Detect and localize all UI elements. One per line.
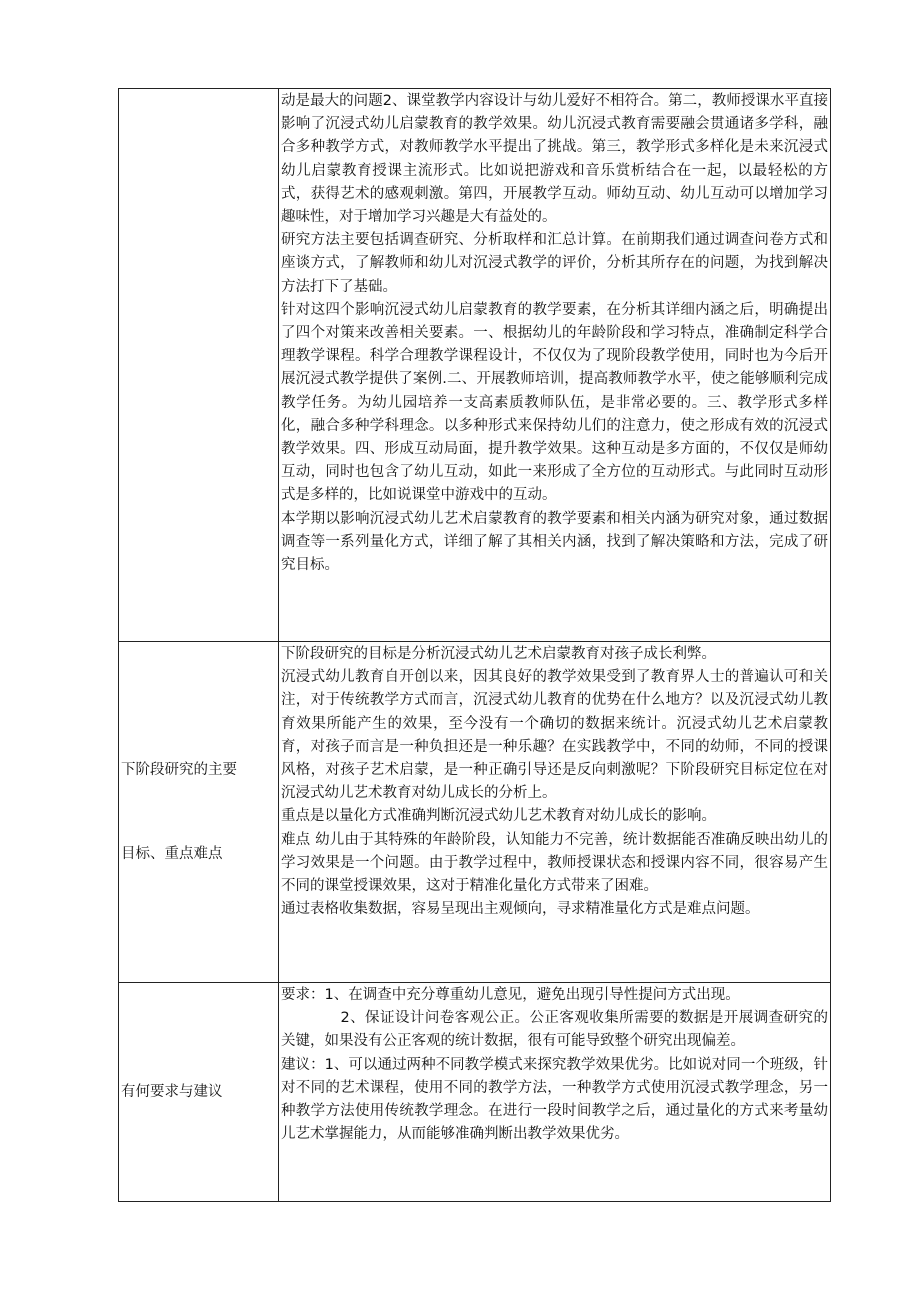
table-row-requirements (119, 983, 830, 1202)
row-content-next-goals (279, 642, 830, 982)
paragraph: 重点是以量化方式准确判断沉浸式幼儿艺术教育对幼儿成长的影响。 (281, 808, 716, 825)
label-line: 有何要求与建议 (121, 1084, 223, 1100)
paragraph: 研究方法主要包括调查研究、分析取样和汇总计算。在前期我们通过调查问卷方式和座谈方式，了解教师和幼儿对沉浸式教学的评价，分析其所存在的问题，为找到解决方法打下了基础。 (281, 232, 828, 295)
report-table (118, 88, 831, 1202)
label-line: 目标、重点难点 (121, 846, 223, 862)
row-label-summary (119, 89, 279, 641)
paragraph: 建议：1、可以通过两种不同教学模式来探究教学效果优劣。比如说对同一个班级，针对不同的艺术课程，使用不同的教学方法，一种教学方式使用沉浸式教学理念，另一种教学方法使用传统教学理念。在进行一段时间教学之后，通过量化的方式来考量幼儿艺术掌握能力，从而能够准确判断出教学效果优劣。 (281, 1056, 828, 1143)
paragraph: 2、保证设计问卷客观公正。公正客观收集所需要的数据是开展调查研究的关键，如果没有公正客观的统计数据，很有可能导致整个研究出现偏差。 (281, 1010, 828, 1050)
paragraph: 沉浸式幼儿教育自开创以来，因其良好的教学效果受到了教育界人士的普遍认可和关注，对于传统教学方式而言，沉浸式幼儿教育的优势在什么地方？以及沉浸式幼儿教育效果所能产生的效果，至今没有一个确切的数据来统计。沉浸式幼儿艺术启蒙教育，对孩子而言是一种负担还是一种乐趣？在实践教学中，不同的幼师，不同的授课风格，对孩子艺术启蒙，是一种正确引导还是反向刺激呢？下阶段研究目标定位在对沉浸式幼儿艺术教育对幼儿成长的分析上。 (281, 669, 828, 802)
label-line: 下阶段研究的主要 (121, 762, 237, 778)
paragraph: 难点 幼儿由于其特殊的年龄阶段，认知能力不完善，统计数据能否准确反映出幼儿的学习效果是一个问题。由于教学过程中，教师授课状态和授课内容不同，很容易产生不同的课堂授课效果，这对于精准化量化方式带来了困难。 (281, 831, 828, 895)
paragraph: 动是最大的问题2、课堂教学内容设计与幼儿爱好不相符合。第二，教师授课水平直接影响了沉浸式幼儿启蒙教育的教学效果。幼儿沉浸式教育需要融会贯通诸多学科，融合多种教学方式，对教师教学水平提出了挑战。第三，教学形式多样化是未来沉浸式幼儿启蒙教育授课主流形式。比如说把游戏和音乐赏析结合在一起，以最轻松的方式，获得艺术的感观刺激。第四，开展教学互动。师幼互动、幼儿互动可以增加学习趣味性，对于增加学习兴趣是大有益处的。 (281, 93, 828, 226)
row-label-requirements (119, 983, 279, 1201)
paragraph: 针对这四个影响沉浸式幼儿启蒙教育的教学要素，在分析其详细内涵之后，明确提出了四个对策来改善相关要素。一、根据幼儿的年龄阶段和学习特点，准确制定科学合理教学课程。科学合理教学课程设计，不仅仅为了现阶段教学使用，同时也为今后开展沉浸式教学提供了案例.二、开展教师培训，提高教师教学水平，使之能够顺利完成教学任务。为幼儿园培养一支高素质教师队伍，是非常必要的。三、教学形式多样化，融合多种学科理念。以多种形式来保持幼儿们的注意力，使之形成有效的沉浸式教学效果。四、形成互动局面，提升教学效果。这种互动是多方面的，不仅仅是师幼互动，同时也包含了幼儿互动，如此一来形成了全方位的互动形式。与此同时互动形式是多样的，比如说课堂中游戏中的互动。 (281, 301, 828, 504)
row-content-requirements (279, 983, 830, 1201)
paragraph: 下阶段研究的目标是分析沉浸式幼儿艺术启蒙教育对孩子成长利弊。 (281, 646, 716, 662)
paragraph: 要求：1、在调查中充分尊重幼儿意见，避免出现引导性提问方式出现。 (281, 987, 740, 1003)
row-content-summary (279, 89, 830, 641)
paragraph: 本学期以影响沉浸式幼儿艺术启蒙教育的教学要素和相关内涵为研究对象，通过数据调查等一系列量化方式，详细了解了其相关内涵，找到了解决策略和方法，完成了研究目标。 (281, 510, 828, 574)
paragraph: 通过表格收集数据，容易呈现出主观倾向，寻求精准量化方式是难点问题。 (281, 901, 760, 918)
table-row-next-goals (119, 642, 830, 983)
row-label-next-goals (119, 642, 279, 982)
table-row-summary (119, 89, 830, 642)
